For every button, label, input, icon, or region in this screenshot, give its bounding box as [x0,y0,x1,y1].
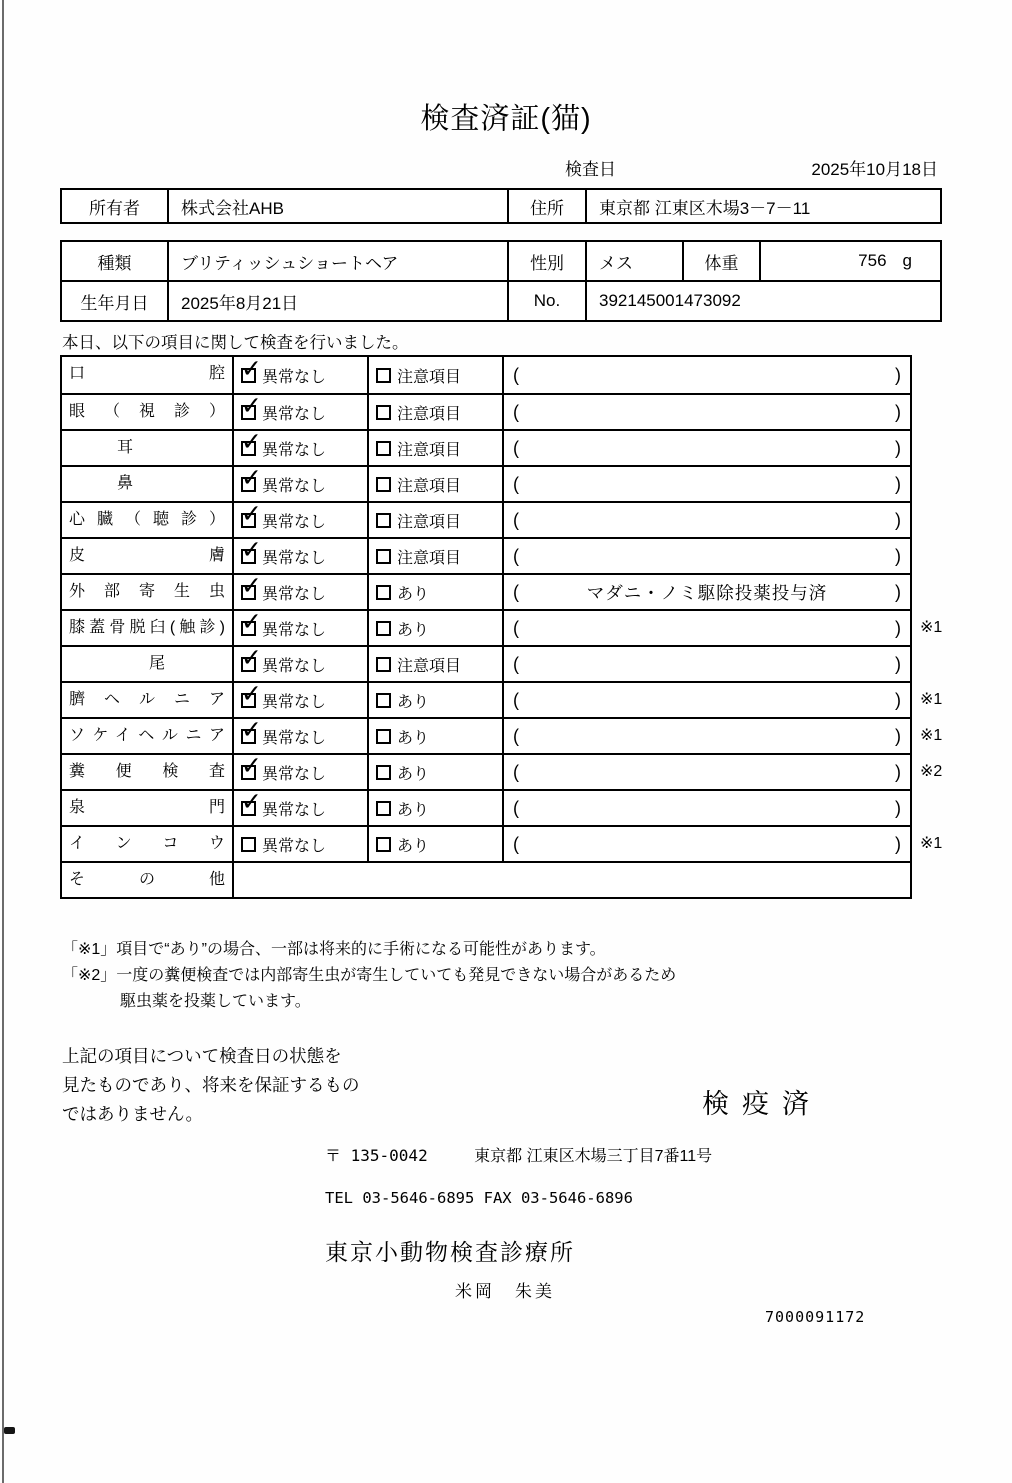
checklist-row [62,681,943,717]
comment-cell [502,431,910,465]
checklist-row [62,717,943,753]
row-body [232,827,910,861]
flag-option [367,791,502,825]
comment-cell [502,503,910,537]
postal-code: 〒 135-0042 [325,1146,428,1165]
comment-cell [502,827,910,861]
flag-option [367,755,502,789]
checkbox-normal[interactable] [241,801,256,816]
close-paren: ) [895,761,901,782]
checklist-row [62,465,910,501]
document-code: 7000091172 [765,1308,866,1326]
owner-name: 株式会社AHB [167,190,507,222]
open-paren: ( [513,833,519,854]
normal-option [232,827,367,861]
checkbox-flag[interactable] [376,405,391,420]
comment-cell [502,575,910,609]
footnote-3: 駆虫薬を投薬しています。 [120,993,311,1010]
checkbox-normal[interactable] [241,441,256,456]
row-body [232,503,910,537]
comment-cell [502,395,910,429]
checkbox-flag[interactable] [376,621,391,636]
flag-option [367,467,502,501]
checkbox-normal[interactable] [241,513,256,528]
animal-row-2 [62,280,940,320]
close-paren: ) [895,364,901,385]
close-paren: ) [895,437,901,458]
normal-option [232,503,367,537]
item-label: 眼（視診） [69,403,225,420]
item-label: 皮膚 [69,547,225,564]
flag-option-label: 注意項目 [397,405,462,423]
flag-option-label: あり [397,621,430,639]
comment-cell [502,647,910,681]
weight-unit: g [902,251,912,270]
checkbox-flag[interactable] [376,549,391,564]
item-label: 口腔 [69,365,225,382]
comment-cell [502,719,910,753]
normal-option-label: 異常なし [262,657,327,675]
open-paren: ( [513,401,519,422]
open-paren: ( [513,545,519,566]
checkbox-flag[interactable] [376,513,391,528]
owner-address: 東京都 江東区木場3－7－11 [585,190,940,222]
owner-table [60,188,942,224]
checkbox-flag[interactable] [376,657,391,672]
checklist-row [62,393,910,429]
normal-option-label: 異常なし [262,405,327,423]
clinic-address: 東京都 江東区木場三丁目7番11号 [474,1148,713,1165]
scan-spot-artifact [4,1427,15,1434]
checklist-row [62,825,943,861]
normal-option [232,791,367,825]
item-label: ソケイヘルニア [69,727,225,744]
quarantine-stamp: 検疫済 [702,1089,822,1119]
checkbox-normal[interactable] [241,477,256,492]
breed-value: ブリティッシュショートヘア [167,242,507,280]
normal-option [232,467,367,501]
checkbox-flag[interactable] [376,368,391,383]
checkbox-flag[interactable] [376,729,391,744]
row-body [232,863,910,897]
flag-option-label: あり [397,765,430,783]
disclaimer-line-2: 見たものであり、将来を保証するもの [62,1075,360,1095]
row-body [232,575,910,609]
flag-option-label: あり [397,585,430,603]
clinic-postal-line [325,1143,712,1166]
close-paren: ) [895,653,901,674]
weight-value: 756 [858,251,887,270]
normal-option-label: 異常なし [262,368,327,386]
open-paren: ( [513,653,519,674]
normal-option [232,719,367,753]
checkbox-normal[interactable] [241,657,256,672]
checkbox-flag[interactable] [376,585,391,600]
open-paren: ( [513,509,519,530]
close-paren: ) [895,833,901,854]
footnote-1: 「※1」項目で“あり”の場合、一部は将来的に手術になる可能性があります。 [62,941,606,958]
checklist-row [62,501,910,537]
flag-option-label: 注意項目 [397,657,462,675]
checklist-row [62,609,943,645]
open-paren: ( [513,364,519,385]
no-value: 392145001473092 [585,282,940,320]
breed-label: 種類 [97,253,132,273]
flag-option [367,647,502,681]
weight-label: 体重 [682,242,759,280]
flag-option [367,719,502,753]
row-note: ※2 [920,763,943,780]
row-body [232,755,910,789]
row-body [232,611,910,645]
sex-label: 性別 [507,242,585,280]
comment-cell [502,683,910,717]
flag-option [367,683,502,717]
row-note: ※1 [920,619,943,636]
footnote-2: 「※2」一度の糞便検査では内部寄生虫が寄生していても発見できない場合があるため [62,967,677,984]
item-label: 心臓（聴診） [69,511,225,528]
normal-option-label: 異常なし [262,477,327,495]
normal-option-label: 異常なし [262,585,327,603]
row-body [232,357,910,393]
flag-option-label: あり [397,729,430,747]
checkbox-flag[interactable] [376,477,391,492]
disclaimer-line-1: 上記の項目について検査日の状態を [62,1046,342,1066]
checkbox-flag[interactable] [376,801,391,816]
close-paren: ) [895,401,901,422]
row-body [232,539,910,573]
normal-option [232,357,367,393]
flag-option [367,395,502,429]
empty-cell [232,863,910,897]
checkbox-flag[interactable] [376,441,391,456]
normal-option-label: 異常なし [262,513,327,531]
normal-option-label: 異常なし [262,549,327,567]
open-paren: ( [513,761,519,782]
comment-cell [502,611,910,645]
normal-option [232,611,367,645]
item-label: 糞便検査 [69,763,225,780]
row-body [232,467,910,501]
checklist-row [62,429,910,465]
row-body [232,683,910,717]
open-paren: ( [513,581,519,602]
close-paren: ) [895,617,901,638]
checkbox-normal[interactable] [241,405,256,420]
birthdate-label: 生年月日 [80,293,149,313]
row-body [232,719,910,753]
checkbox-normal[interactable] [241,621,256,636]
item-label: 膝蓋骨脱臼(触診) [69,619,225,636]
normal-option-label: 異常なし [262,441,327,459]
checklist-row [62,645,910,681]
checkbox-flag[interactable] [376,765,391,780]
checklist-row [62,789,910,825]
flag-option-label: 注意項目 [397,513,462,531]
document-title: 検査済証(猫) [420,103,592,135]
flag-option-label: 注意項目 [397,441,462,459]
flag-option [367,357,502,393]
clinic-name: 東京小動物検査診療所 [325,1239,575,1265]
comment-cell [502,791,910,825]
row-body [232,431,910,465]
normal-option-label: 異常なし [262,621,327,639]
checkbox-normal[interactable] [241,837,256,852]
checkbox-flag[interactable] [376,693,391,708]
flag-option-label: あり [397,837,430,855]
row-note: ※1 [920,835,943,852]
flag-option [367,575,502,609]
disclaimer-line-3: ではありません。 [62,1104,204,1124]
flag-option-label: 注意項目 [397,477,462,495]
flag-option-label: 注意項目 [397,368,462,386]
item-label: 耳 [69,439,134,456]
checkbox-normal[interactable] [241,765,256,780]
item-label: 臍ヘルニア [69,691,225,708]
item-label: 泉門 [69,799,225,816]
exam-date-value: 2025年10月18日 [811,160,938,179]
normal-option-label: 異常なし [262,801,327,819]
normal-option [232,575,367,609]
comment-text: マダニ・ノミ駆除投薬投与済 [586,582,828,603]
open-paren: ( [513,689,519,710]
intro-text: 本日、以下の項目に関して検査を行いました。 [62,334,409,352]
checkbox-normal[interactable] [241,549,256,564]
flag-option-label: あり [397,801,430,819]
birthdate-value: 2025年8月21日 [167,282,507,320]
comment-cell [502,357,910,393]
open-paren: ( [513,725,519,746]
row-body [232,791,910,825]
checklist-row [62,861,910,897]
close-paren: ) [895,725,901,746]
owner-label: 所有者 [89,198,140,218]
normal-option [232,431,367,465]
weight-cell [759,242,940,280]
checkbox-normal[interactable] [241,729,256,744]
sex-value: メス [585,242,682,280]
close-paren: ) [895,689,901,710]
normal-option [232,395,367,429]
close-paren: ) [895,473,901,494]
checkbox-flag[interactable] [376,837,391,852]
comment-cell [502,539,910,573]
disclaimer-paragraph [62,1042,360,1129]
flag-option-label: あり [397,693,430,711]
checkbox-normal[interactable] [241,585,256,600]
normal-option [232,683,367,717]
no-label: No. [507,282,585,320]
clinic-tel-fax: TEL 03-5646-6895 FAX 03-5646-6896 [325,1189,633,1207]
normal-option [232,647,367,681]
open-paren: ( [513,437,519,458]
item-label: 鼻 [69,475,134,492]
checkbox-normal[interactable] [241,368,256,383]
item-label: その他 [69,871,225,888]
flag-option [367,539,502,573]
flag-option [367,431,502,465]
normal-option-label: 異常なし [262,765,327,783]
comment-cell [502,467,910,501]
comment-cell [502,755,910,789]
exam-date-label: 検査日 [565,160,616,179]
item-label: インコウ [69,835,225,852]
row-note: ※1 [920,727,943,744]
checklist-row [62,573,910,609]
normal-option-label: 異常なし [262,729,327,747]
veterinarian-name: 米岡 朱美 [455,1282,555,1301]
scan-edge-artifact [2,0,4,1483]
item-label: 尾 [69,655,166,672]
item-label: 外部寄生虫 [69,583,225,600]
normal-option-label: 異常なし [262,837,327,855]
flag-option [367,503,502,537]
flag-option-label: 注意項目 [397,549,462,567]
flag-option [367,611,502,645]
checklist-row [62,357,910,393]
close-paren: ) [895,509,901,530]
checklist-table [60,355,943,899]
animal-row-1 [62,242,940,280]
normal-option-label: 異常なし [262,693,327,711]
checkbox-normal[interactable] [241,693,256,708]
flag-option [367,827,502,861]
close-paren: ) [895,581,901,602]
normal-option [232,539,367,573]
row-body [232,395,910,429]
open-paren: ( [513,473,519,494]
open-paren: ( [513,617,519,638]
row-note: ※1 [920,691,943,708]
normal-option [232,755,367,789]
close-paren: ) [895,797,901,818]
checklist-row [62,537,910,573]
checklist-row [62,753,943,789]
close-paren: ) [895,545,901,566]
row-body [232,647,910,681]
animal-table [60,240,942,322]
owner-address-label: 住所 [507,190,585,222]
open-paren: ( [513,797,519,818]
